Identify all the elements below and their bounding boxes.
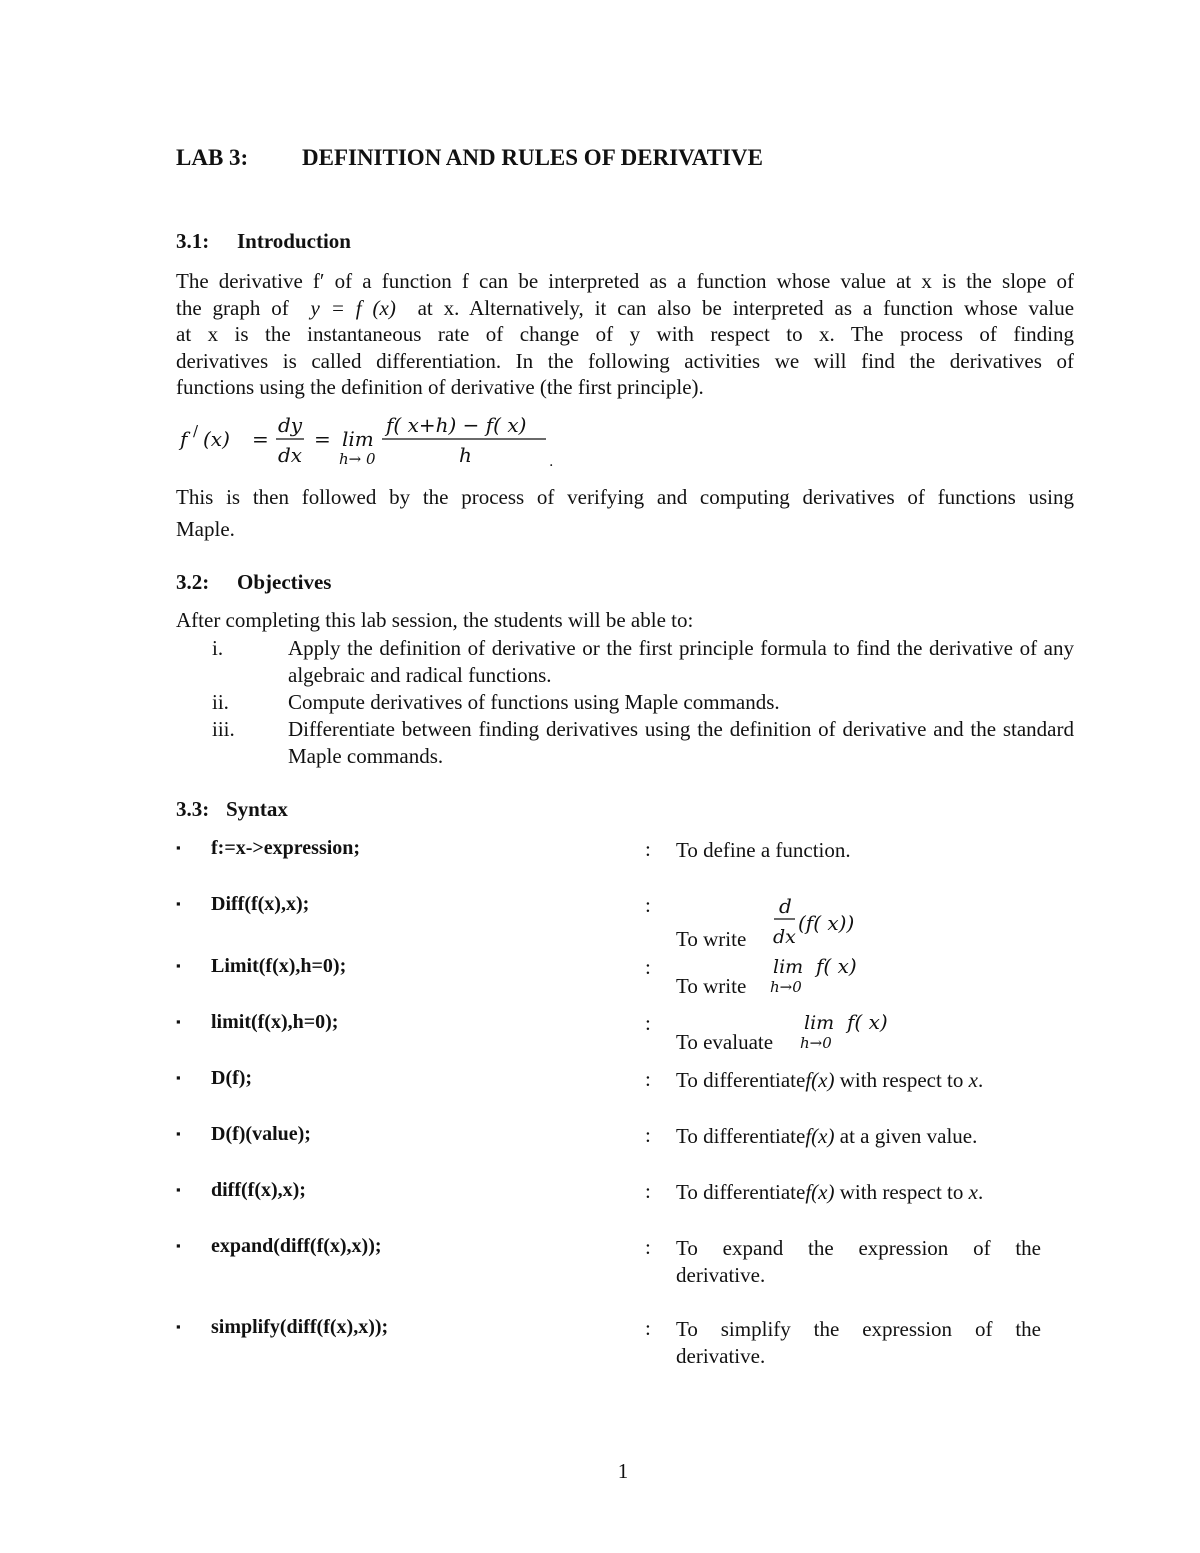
intro-line-2b: at x. Alternatively, it can also be interpreted as a function whose value <box>417 295 1075 320</box>
syntax-colon: : <box>645 1316 651 1340</box>
desc-text: To differentiate <box>676 1068 806 1092</box>
syntax-command: Limit(f(x),h=0); <box>211 955 347 977</box>
desc-line-2: derivative. <box>676 1263 766 1287</box>
eq-x: (x) <box>203 427 230 451</box>
desc-text: at a given value. <box>839 1124 978 1148</box>
desc-fx: f(x) <box>805 1180 835 1204</box>
syntax-colon: : <box>645 893 651 917</box>
desc-end: . <box>977 1068 984 1092</box>
bullet-icon: ▪ <box>176 896 181 911</box>
section-number: 3.1: <box>176 229 210 253</box>
math-d-dx-fx <box>771 893 871 953</box>
math-h-to-0: h→0 <box>770 978 802 996</box>
syntax-row <box>176 837 1046 877</box>
syntax-command: D(f); <box>211 1067 253 1089</box>
objectives-lead-text: After completing this lab session, the students will be able to: <box>176 608 694 632</box>
math-lim-fx <box>770 955 870 1000</box>
desc-end: . <box>977 1180 984 1204</box>
syntax-colon: : <box>645 1123 651 1147</box>
desc-text: To differentiate <box>676 1180 806 1204</box>
math-fx: f( x) <box>816 954 857 978</box>
desc-line-1: To expand the expression of the <box>676 1236 1041 1260</box>
section-heading-objectives <box>176 570 331 595</box>
syntax-description <box>676 1067 1041 1094</box>
eq-denominator: h <box>459 443 472 467</box>
math-dx: dx <box>773 926 796 948</box>
math-lim: lim <box>773 956 804 978</box>
bullet-icon: ▪ <box>176 1182 181 1197</box>
math-f-of-x: (f( x)) <box>798 911 855 935</box>
list-marker: i. <box>212 636 224 660</box>
lab-title-text: DEFINITION AND RULES OF DERIVATIVE <box>302 145 763 170</box>
syntax-row <box>176 955 1046 1000</box>
list-marker: iii. <box>212 717 235 741</box>
syntax-colon: : <box>645 1179 651 1203</box>
list-marker: ii. <box>212 690 229 714</box>
math-d: d <box>779 894 792 918</box>
bullet-icon: ▪ <box>176 1014 181 1029</box>
syntax-colon: : <box>645 1011 651 1035</box>
list-item <box>176 635 1074 689</box>
bullet-icon: ▪ <box>176 1070 181 1085</box>
section-number: 3.3: <box>176 797 210 821</box>
eq-f: f <box>180 427 188 451</box>
intro-paragraph <box>176 268 1074 401</box>
lab-title <box>176 145 763 171</box>
syntax-command: diff(f(x),x); <box>211 1179 306 1201</box>
math-fx: f( x) <box>847 1010 888 1034</box>
desc-fx: f(x) <box>805 1124 835 1148</box>
syntax-row <box>176 1067 1046 1107</box>
list-item <box>176 716 1074 770</box>
desc-text: with respect to <box>839 1068 964 1092</box>
syntax-colon: : <box>645 837 651 861</box>
bullet-icon: ▪ <box>176 1319 181 1334</box>
syntax-command: D(f)(value); <box>211 1123 311 1145</box>
followup-line-1: This is then followed by the process of verifying and computing derivatives of functions using <box>176 485 1074 509</box>
intro-line-1: The derivative f′ of a function f can be interpreted as a function whose value at x is the slope of <box>176 269 1074 293</box>
syntax-colon: : <box>645 1235 651 1259</box>
syntax-command: Diff(f(x),x); <box>211 893 310 915</box>
section-title: Syntax <box>226 797 288 821</box>
syntax-row <box>176 1123 1046 1163</box>
list-item <box>176 689 1074 716</box>
bullet-icon: ▪ <box>176 1238 181 1253</box>
syntax-command: expand(diff(f(x),x)); <box>211 1235 382 1257</box>
followup-line-2: Maple. <box>176 517 235 541</box>
lab-number: LAB 3: <box>176 145 249 170</box>
intro-line-2a: the graph of <box>176 295 289 320</box>
eq-prime: / <box>193 422 199 440</box>
page-number: 1 <box>617 1459 629 1483</box>
syntax-row <box>176 1011 1046 1056</box>
desc-fx: f(x) <box>805 1068 835 1092</box>
eq-dx: dx <box>278 443 303 467</box>
section-title: Objectives <box>237 570 332 594</box>
eq-numerator: f( x+h) − f( x) <box>386 413 527 437</box>
derivative-definition-equation <box>176 408 576 474</box>
syntax-colon: : <box>645 955 651 979</box>
desc-line-1: To simplify the expression of the <box>676 1317 1041 1341</box>
section-heading-intro <box>176 229 351 254</box>
intro-line-4: derivatives is called differentiation. In the following activities we will find the derivatives of <box>176 348 1074 373</box>
syntax-description <box>676 1235 1041 1289</box>
syntax-description: To define a function. <box>676 838 851 862</box>
list-item-text: Differentiate between finding derivatives using the definition of derivative and the standard Maple commands. <box>288 717 1074 768</box>
bullet-icon: ▪ <box>176 1126 181 1141</box>
syntax-command: limit(f(x),h=0); <box>211 1011 339 1033</box>
syntax-command: f:=x->expression; <box>211 837 361 859</box>
desc-text: To differentiate <box>676 1124 806 1148</box>
syntax-command: simplify(diff(f(x),x)); <box>211 1316 389 1338</box>
math-lim: lim <box>804 1012 835 1034</box>
desc-var: x <box>968 1068 978 1092</box>
intro-followup-paragraph <box>176 481 1074 545</box>
syntax-description: To evaluate <box>676 1030 774 1054</box>
eq-equals-2: = <box>314 427 331 451</box>
syntax-description <box>676 1316 1041 1370</box>
syntax-description: To write <box>676 974 747 998</box>
section-title: Introduction <box>237 229 351 253</box>
intro-line-3: at x is the instantaneous rate of change of y with respect to x. The process of finding <box>176 322 1074 346</box>
syntax-row <box>176 1235 1046 1295</box>
intro-line-2 <box>176 295 1074 322</box>
bullet-icon: ▪ <box>176 840 181 855</box>
syntax-row <box>176 1179 1046 1219</box>
objectives-list <box>176 635 1074 770</box>
syntax-row <box>176 1316 1046 1376</box>
syntax-description: To write <box>676 927 747 951</box>
desc-text: with respect to <box>839 1180 964 1204</box>
syntax-description <box>676 1123 1041 1150</box>
eq-equals-1: = <box>252 427 269 451</box>
eq-dot: . <box>549 454 554 470</box>
syntax-row <box>176 893 1046 953</box>
syntax-description <box>676 1179 1041 1206</box>
list-item-text: Apply the definition of derivative or the first principle formula to find the derivative of any algebraic and radical functions. <box>288 636 1074 687</box>
objectives-lead <box>176 607 1074 634</box>
intro-line-5: functions using the definition of derivative (the first principle). <box>176 375 704 399</box>
section-number: 3.2: <box>176 570 210 594</box>
section-heading-syntax <box>176 797 288 822</box>
list-item-text: Compute derivatives of functions using Maple commands. <box>288 690 780 714</box>
eq-h-to-0: h→ 0 <box>339 450 376 468</box>
desc-var: x <box>968 1180 978 1204</box>
eq-dy: dy <box>278 413 303 437</box>
bullet-icon: ▪ <box>176 958 181 973</box>
math-h-to-0: h→0 <box>800 1034 832 1052</box>
syntax-colon: : <box>645 1067 651 1091</box>
math-lim-fx <box>800 1011 900 1056</box>
eq-lim: lim <box>342 427 374 451</box>
desc-line-2: derivative. <box>676 1344 766 1368</box>
inline-formula-y-fx: y = f (x) <box>310 295 396 320</box>
